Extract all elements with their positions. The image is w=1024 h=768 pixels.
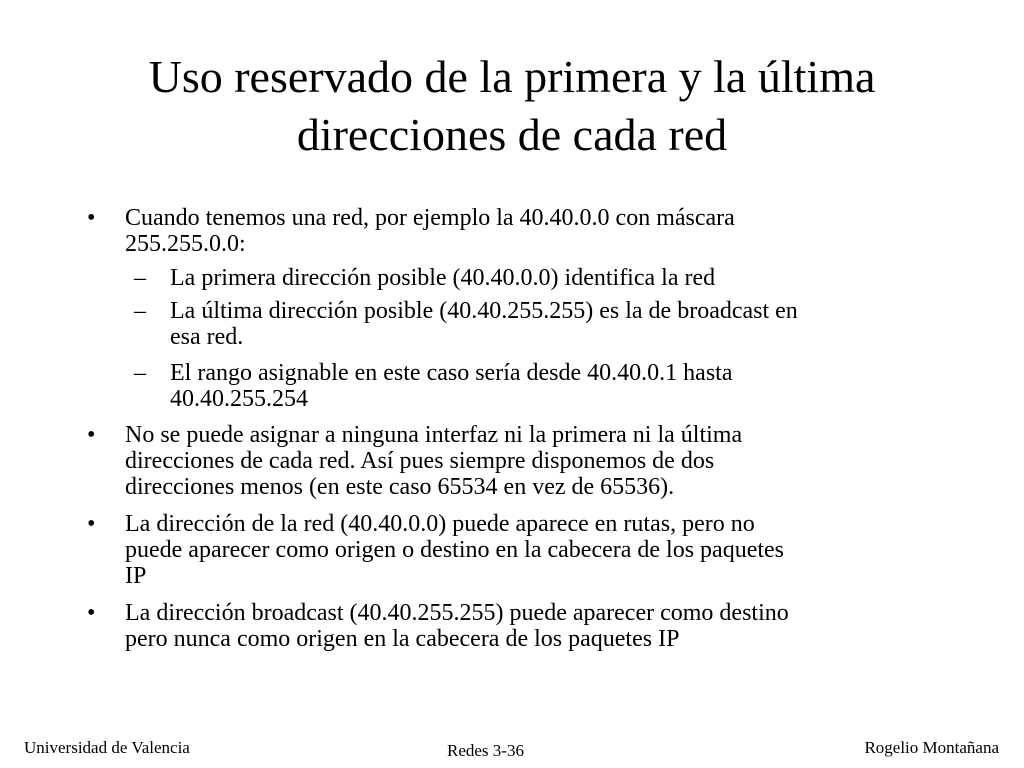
sub-bullet-text-line: esa red. — [170, 324, 244, 350]
bullet-marker: • — [87, 205, 96, 231]
bullet-text-line: puede aparecer como origen o destino en la cabecera de los paquetes — [125, 537, 785, 563]
bullet-text-line: 255.255.0.0: — [125, 231, 246, 257]
slide-title-line: direcciones de cada red — [296, 109, 728, 160]
sub-bullet-item — [134, 298, 798, 350]
bullet-item — [87, 600, 789, 652]
sub-bullet-text-line: La última dirección posible (40.40.255.255) es la de broadcast en — [170, 298, 798, 324]
bullet-text-line: Cuando tenemos una red, por ejemplo la 40.40.0.0 con máscara — [125, 205, 735, 231]
bullet-text-line: No se puede asignar a ninguna interfaz ni la primera ni la última — [125, 422, 743, 448]
dash-marker: – — [134, 360, 146, 386]
footer-institution: Universidad de Valencia — [24, 738, 190, 757]
sub-bullet-text-line: La primera dirección posible (40.40.0.0) identifica la red — [170, 265, 716, 291]
bullet-text-line: direcciones de cada red. Así pues siempre disponemos de dos — [125, 448, 715, 474]
sub-bullet-text-line: El rango asignable en este caso sería desde 40.40.0.1 hasta — [170, 360, 733, 386]
slide-title — [60, 48, 964, 164]
bullet-item — [87, 205, 735, 257]
bullet-text-line: La dirección broadcast (40.40.255.255) puede aparecer como destino — [125, 600, 789, 626]
sub-bullet-text-line: 40.40.255.254 — [170, 386, 308, 412]
bullet-text-line: direcciones menos (en este caso 65534 en vez de 65536). — [125, 474, 675, 500]
sub-bullet-item — [134, 265, 716, 291]
dash-marker: – — [134, 298, 146, 324]
bullet-marker: • — [87, 422, 96, 448]
bullet-item — [87, 511, 785, 589]
footer-author: Rogelio Montañana — [864, 738, 999, 757]
bullet-text-line: pero nunca como origen en la cabecera de los paquetes IP — [125, 626, 680, 652]
bullet-marker: • — [87, 600, 96, 626]
bullet-text-line: IP — [125, 563, 147, 589]
bullet-marker: • — [87, 511, 96, 537]
bullet-item — [87, 422, 743, 500]
sub-bullet-item — [134, 360, 733, 412]
slide-title-line: Uso reservado de la primera y la última — [148, 51, 876, 102]
dash-marker: – — [134, 265, 146, 291]
bullet-text-line: La dirección de la red (40.40.0.0) puede aparece en rutas, pero no — [125, 511, 755, 537]
footer-slide-number: Redes 3-36 — [447, 741, 524, 760]
